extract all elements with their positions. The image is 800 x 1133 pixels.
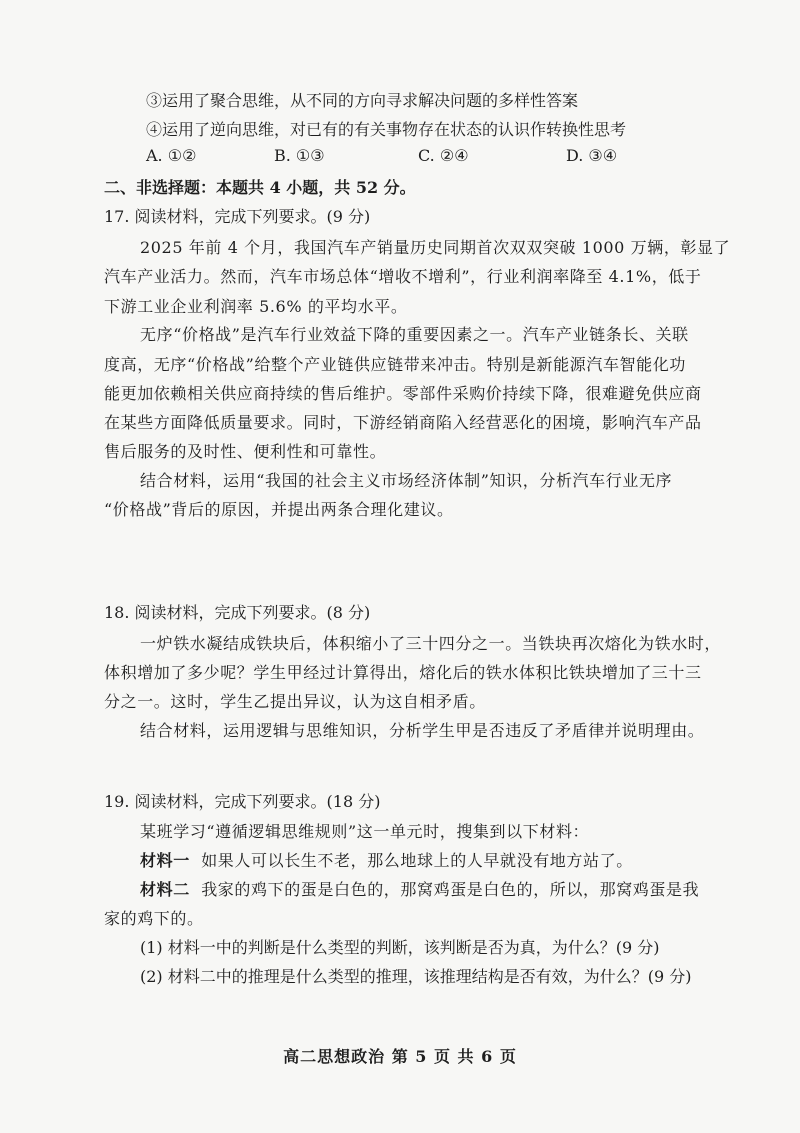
statement-3: ③运用了聚合思维，从不同的方向寻求解决问题的多样性答案 — [146, 91, 579, 110]
option-d: D. ③④ — [566, 146, 618, 165]
q17-p2-line3: 能更加依赖相关供应商持续的售后维护。零部件采购价持续下降，很难避免供应商 — [104, 384, 702, 403]
statement-4: ④运用了逆向思维，对已有的有关事物存在状态的认识作转换性思考 — [146, 120, 627, 139]
q19-sub-question-1: (1) 材料一中的判断是什么类型的判断，该判断是否为真，为什么？(9 分) — [140, 938, 660, 957]
q17-p1-line2: 汽车产业活力。然而，汽车市场总体“增收不增利”，行业利润率降至 4.1%，低于 — [104, 267, 702, 286]
option-b: B. ①③ — [274, 146, 325, 165]
q17-p1-line1: 2025 年前 4 个月，我国汽车产销量历史同期首次双双突破 1000 万辆，彰显了 — [140, 238, 731, 257]
q17-title: 17. 阅读材料，完成下列要求。(9 分) — [104, 207, 371, 226]
q18-title: 18. 阅读材料，完成下列要求。(8 分) — [104, 603, 371, 622]
q19-intro: 某班学习“遵循逻辑思维规则”这一单元时，搜集到以下材料： — [140, 822, 590, 841]
q18-p1-line3: 分之一。这时，学生乙提出异议，认为这自相矛盾。 — [104, 692, 486, 711]
option-a: A. ①② — [146, 146, 197, 165]
material-1-text: 如果人可以长生不老，那么地球上的人早就没有地方站了。 — [201, 851, 633, 870]
q17-p2-line5: 售后服务的及时性、便利性和可靠性。 — [104, 442, 387, 461]
q19-title: 19. 阅读材料，完成下列要求。(18 分) — [104, 792, 381, 811]
q17-task-line2: “价格战”背后的原因，并提出两条合理化建议。 — [104, 500, 454, 519]
material-1-label: 材料一 — [140, 851, 190, 870]
material-2-text: 我家的鸡下的蛋是白色的，那窝鸡蛋是白色的，所以，那窝鸡蛋是我 — [201, 880, 700, 899]
page-footer: 高二思想政治 第 5 页 共 6 页 — [283, 1047, 517, 1066]
q18-task: 结合材料，运用逻辑与思维知识，分析学生甲是否违反了矛盾律并说明理由。 — [140, 721, 705, 740]
q18-p1-line1: 一炉铁水凝结成铁块后，体积缩小了三十四分之一。当铁块再次熔化为铁水时， — [140, 634, 722, 653]
q17-p2-line1: 无序“价格战”是汽车行业效益下降的重要因素之一。汽车产业链条长、关联 — [140, 325, 689, 344]
q17-p1-line3: 下游工业企业利润率 5.6% 的平均水平。 — [104, 297, 408, 316]
q19-material-2-cont: 家的鸡下的。 — [104, 909, 204, 928]
section-heading: 二、非选择题：本题共 4 小题，共 52 分。 — [104, 178, 416, 197]
q19-sub-question-2: (2) 材料二中的推理是什么类型的推理，该推理结构是否有效，为什么？(9 分) — [140, 967, 692, 986]
material-2-label: 材料二 — [140, 880, 190, 899]
q18-p1-line2: 体积增加了多少呢？学生甲经过计算得出，熔化后的铁水体积比铁块增加了三十三 — [104, 663, 702, 682]
answer-options — [146, 146, 746, 172]
q19-material-2 — [140, 877, 699, 903]
q17-p2-line2: 度高，无序“价格战”给整个产业链供应链带来冲击。特别是新能源汽车智能化功 — [104, 355, 686, 374]
q17-p2-line4: 在某些方面降低质量要求。同时，下游经销商陷入经营恶化的困境，影响汽车产品 — [104, 413, 702, 432]
q19-material-1 — [140, 848, 633, 874]
option-c: C. ②④ — [418, 146, 469, 165]
q17-task-line1: 结合材料，运用“我国的社会主义市场经济体制”知识，分析汽车行业无序 — [140, 471, 673, 490]
